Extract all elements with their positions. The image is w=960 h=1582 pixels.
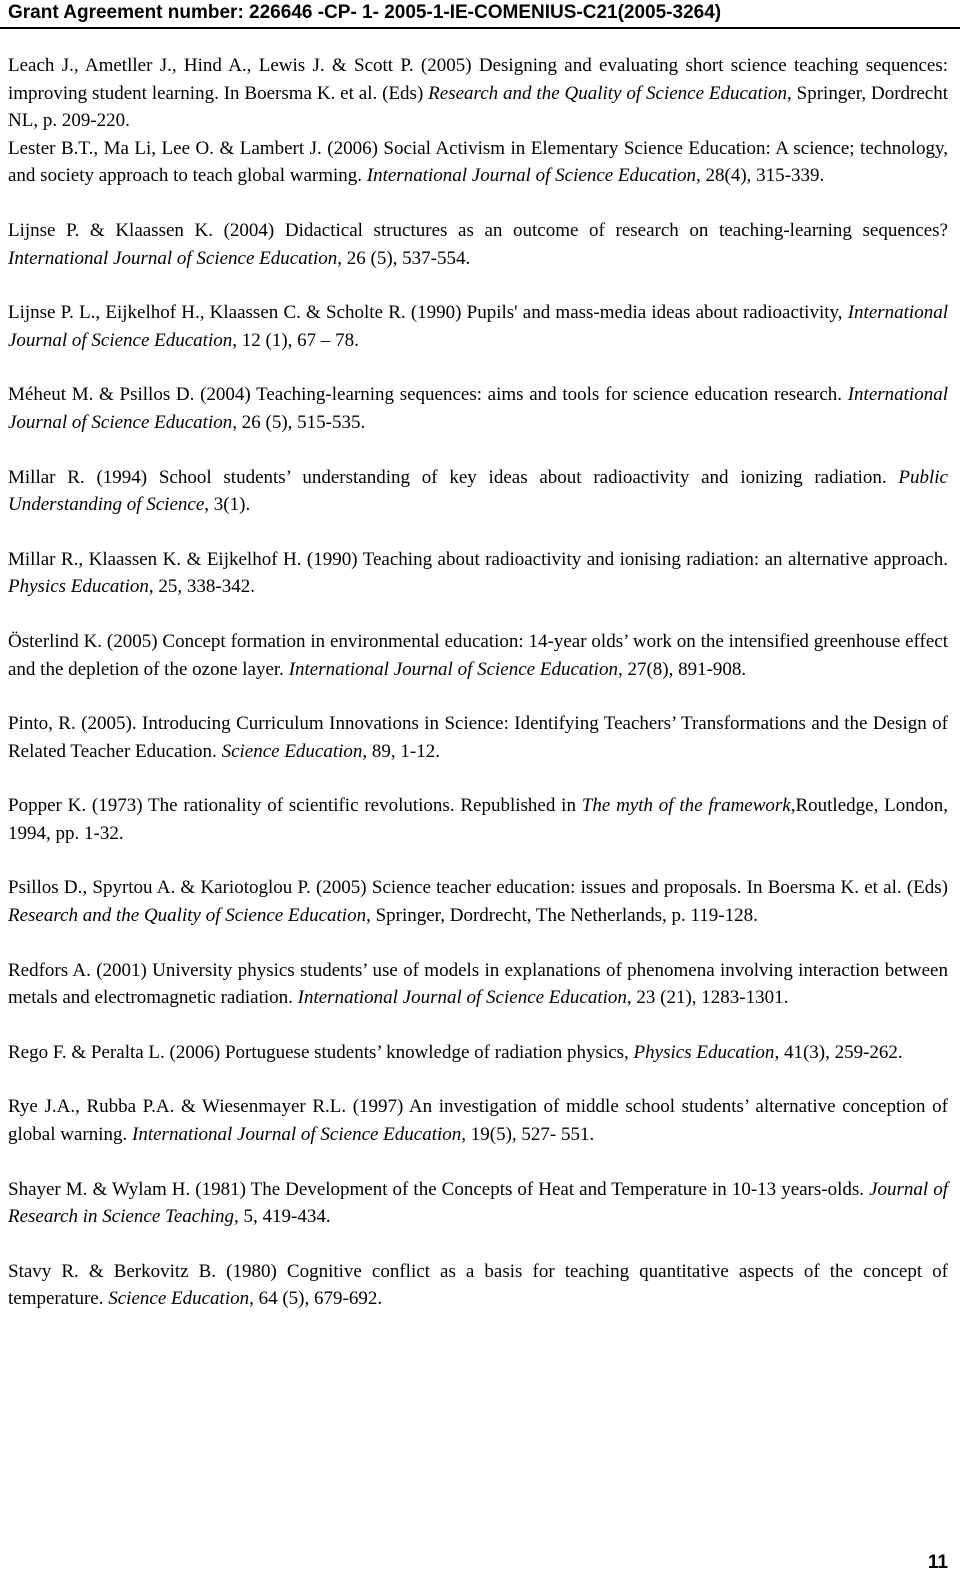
reference-text: Pinto, R. (2005). Introducing Curriculum Innovations in Science: Identifying Teachers’ Transformations and the Design of Related Teacher Education. [8,713,948,762]
reference-item [8,792,948,847]
reference-details: 5, 419-434. [238,1206,331,1228]
reference-text: Lester B.T., Ma Li, Lee O. & Lambert J. (2006) Social Activism in Elementary Science Education: A science; technology, and society approach to teach global warming. [8,137,948,187]
reference-item [8,546,948,601]
reference-details: , Springer, Dordrecht NL, p. 209-220. [8,82,948,132]
reference-journal: The myth of the framework [581,795,791,817]
page-number: 11 [927,1552,948,1573]
reference-item [8,52,948,135]
reference-text: Redfors A. (2001) University physics students’ use of models in explanations of phenomena involving interaction between metals and electromagnetic radiation. [8,959,948,1009]
reference-journal: Journal of Research in Science Teaching, [8,1178,948,1228]
reference-journal: International Journal of Science Education [288,658,618,680]
reference-details: , 25, 338-342. [148,576,255,598]
reference-text: Popper K. (1973) The rationality of scientific revolutions. Republished in [8,795,582,817]
reference-journal: Physics Education [633,1041,775,1063]
reference-item [8,217,948,272]
reference-details: , 19(5), 527- 551. [461,1124,595,1146]
reference-details: , 89, 1-12. [362,740,440,762]
reference-details: , Springer, Dordrecht, The Netherlands, p. 119-128. [366,905,758,927]
header-rule [0,27,960,29]
reference-details: , 28(4), 315-339. [696,165,825,187]
reference-item [8,874,948,929]
reference-text: Méheut M. & Psillos D. (2004) Teaching-learning sequences: aims and tools for science education research. [8,384,848,406]
reference-text: Millar R., Klaassen K. & Eijkelhof H. (1990) Teaching about radioactivity and ionising radiation: an alternative approach. [8,548,948,570]
reference-details: , 26 (5), 515-535. [232,411,366,433]
reference-details: , 3(1). [204,494,251,516]
reference-text: Shayer M. & Wylam H. (1981) The Development of the Concepts of Heat and Temperature in 10-13 years-olds. [8,1178,870,1200]
reference-journal: Research and the Quality of Science Education [428,82,788,104]
reference-list [8,52,948,1313]
reference-details: , 12 (1), 67 – 78. [232,329,359,351]
reference-journal: Public Understanding of Science [8,466,948,516]
reference-text: Lijnse P. & Klaassen K. (2004) Didactical structures as an outcome of research on teaching-learning sequences? [8,219,948,241]
reference-journal: International Journal of Science Education [132,1124,462,1146]
reference-journal: International Journal of Science Education [8,384,948,433]
reference-item [8,135,948,190]
reference-journal: International Journal of Science Education [297,987,627,1009]
page-header: Grant Agreement number: 226646 -CP- 1- 2005-1-IE-COMENIUS-C21(2005-3264) [8,2,722,23]
reference-item [8,710,948,765]
reference-details: , 26 (5), 537-554. [337,247,471,269]
reference-item [8,1258,948,1313]
reference-journal: International Journal of Science Education [8,302,948,351]
reference-item [8,1093,948,1148]
reference-journal: Research and the Quality of Science Education [8,905,367,927]
reference-details: , 23 (21), 1283-1301. [626,987,789,1009]
reference-details: , 41(3), 259-262. [774,1041,903,1063]
reference-details: ,Routledge, London, 1994, pp. 1-32. [8,795,948,844]
reference-item [8,1039,948,1067]
reference-text: Leach J., Ametller J., Hind A., Lewis J. & Scott P. (2005) Designing and evaluating short science teaching sequences: improving student learning. In Boersma K. et al. (Eds) [8,55,948,104]
reference-text: Lijnse P. L., Eijkelhof H., Klaassen C. & Scholte R. (1990) Pupils' and mass-media ideas about radioactivity, [8,302,848,324]
reference-item [8,957,948,1012]
reference-journal: Physics Education [8,576,149,598]
reference-journal: Science Education [221,740,363,762]
reference-item [8,299,948,354]
reference-text: Stavy R. & Berkovitz B. (1980) Cognitive conflict as a basis for teaching quantitative aspects of the concept of temperature. [8,1260,948,1310]
reference-item [8,628,948,683]
reference-text: Rye J.A., Rubba P.A. & Wiesenmayer R.L. (1997) An investigation of middle school students’ alternative conception of global warning. [8,1096,948,1146]
reference-journal: Science Education [108,1288,250,1310]
reference-text: Millar R. (1994) School students’ understanding of key ideas about radioactivity and ionizing radiation. [8,466,899,488]
reference-text: Rego F. & Peralta L. (2006) Portuguese students’ knowledge of radiation physics, [8,1041,634,1063]
reference-text: Psillos D., Spyrtou A. & Kariotoglou P. (2005) Science teacher education: issues and proposals. In Boersma K. et al. (Eds) [8,877,948,899]
reference-item [8,464,948,519]
reference-details: , 27(8), 891-908. [617,658,747,680]
reference-journal: International Journal of Science Education [366,165,697,187]
reference-item [8,1176,948,1231]
reference-text: Österlind K. (2005) Concept formation in environmental education: 14-year olds’ work on the intensified greenhouse effect and the depletion of the ozone layer. [8,630,948,680]
reference-details: , 64 (5), 679-692. [249,1288,383,1310]
reference-item [8,381,948,436]
reference-journal: International Journal of Science Education [8,247,338,269]
